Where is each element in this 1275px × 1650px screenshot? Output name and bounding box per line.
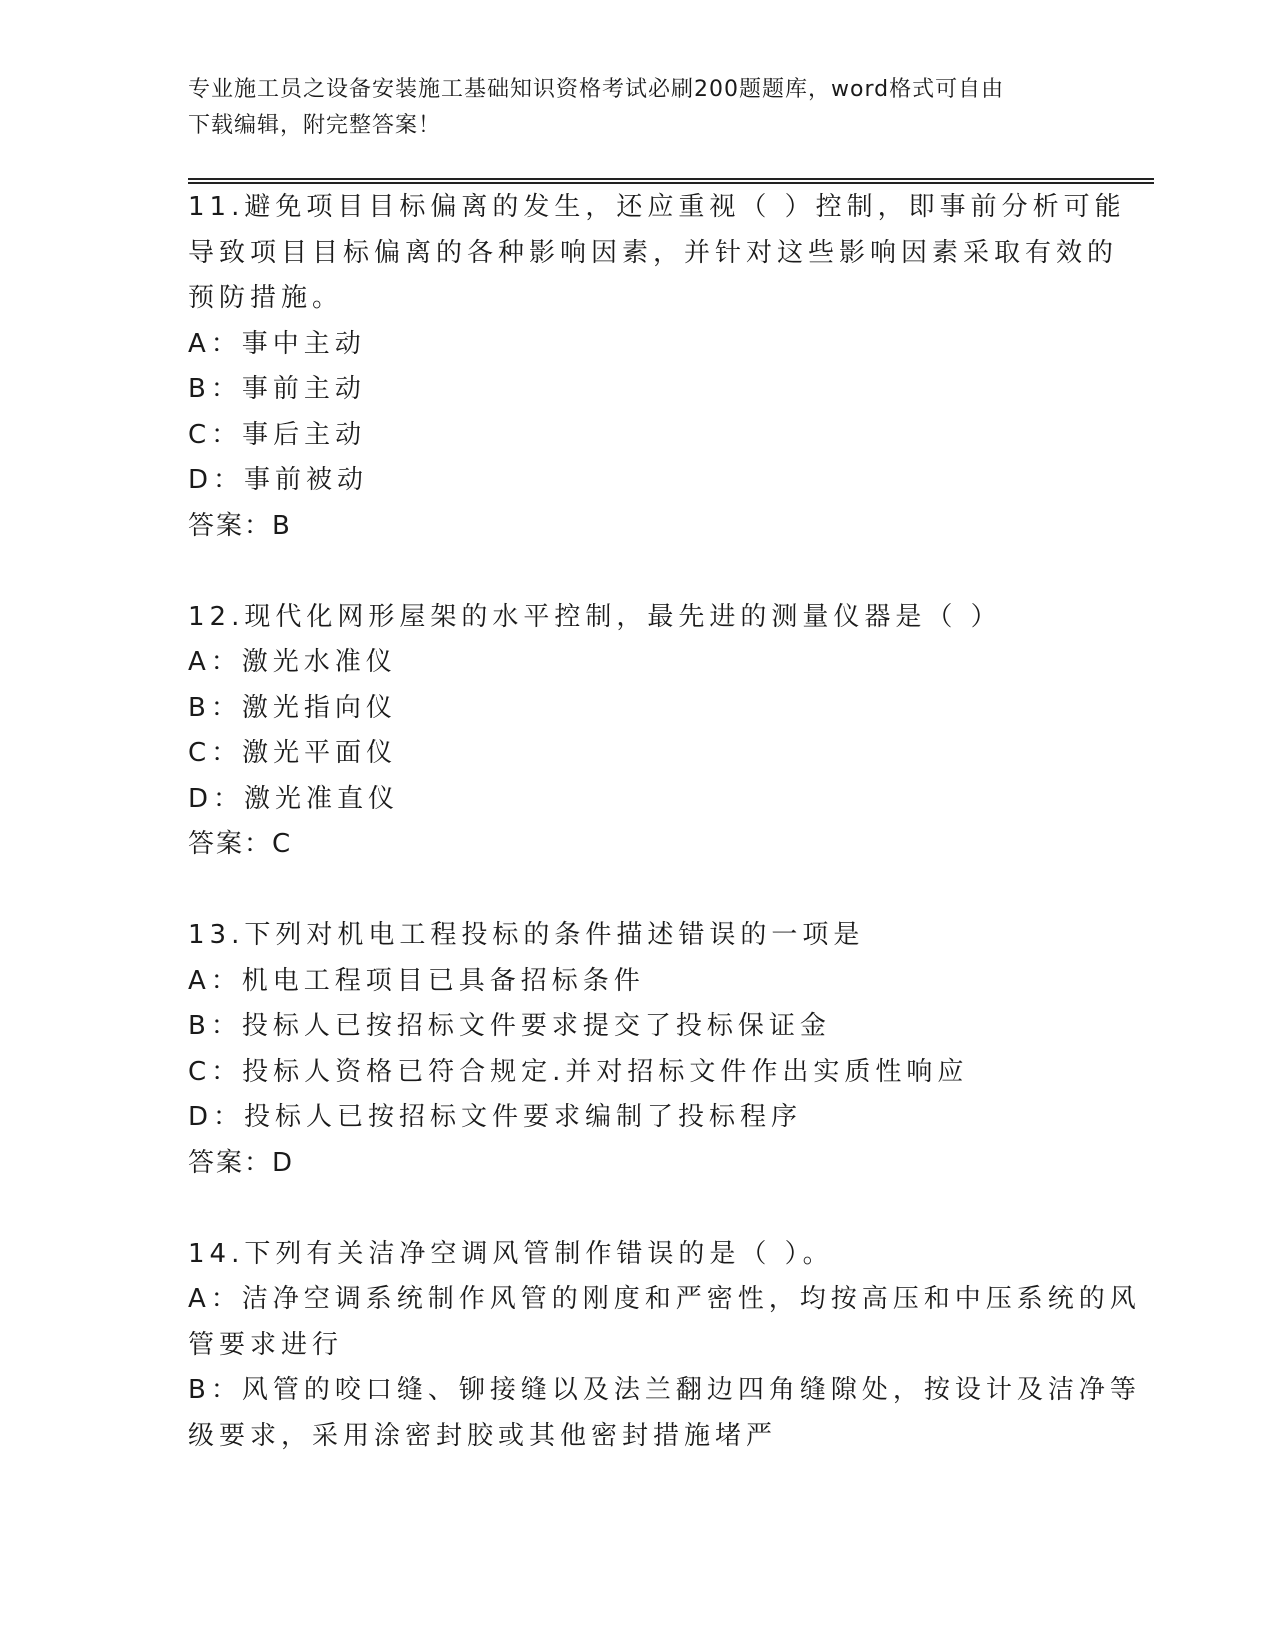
question-stem: 11.避免项目目标偏离的发生，还应重视（ ）控制，即事前分析可能	[188, 192, 1126, 222]
header-line: 专业施工员之设备安装施工基础知识资格考试必刷200题题库，word格式可自由	[188, 77, 1005, 102]
option-b-continued: 级要求，采用涂密封胶或其他密封措施堵严	[188, 1420, 778, 1451]
option-a: A：激光水准仪	[188, 647, 397, 677]
question-spacer	[188, 868, 1088, 914]
option-d: D：事前被动	[188, 465, 369, 495]
answer-line: 答案：B	[188, 510, 292, 541]
document-header	[188, 72, 1068, 144]
question-block	[188, 1232, 1141, 1460]
question-stem: 12.现代化网形屋架的水平控制，最先进的测量仪器是（ ）	[188, 601, 1002, 632]
option-b: B：投标人已按招标文件要求提交了投标保证金	[188, 1011, 831, 1041]
question-spacer	[188, 1186, 1088, 1232]
question-stem: 13.下列对机电工程投标的条件描述错误的一项是	[188, 920, 865, 950]
header-divider	[188, 178, 1154, 184]
question-spacer	[188, 549, 1088, 595]
option-a-continued: 管要求进行	[188, 1329, 344, 1360]
question-block	[188, 595, 1088, 868]
question-stem: 14.下列有关洁净空调风管制作错误的是（ ）。	[188, 1238, 834, 1269]
option-b: B：事前主动	[188, 374, 366, 404]
option-a: A：机电工程项目已具备招标条件	[188, 965, 645, 996]
question-stem: 导致项目目标偏离的各种影响因素，并针对这些影响因素采取有效的	[188, 237, 1119, 268]
option-c: C：事后主动	[188, 419, 367, 450]
option-b: B：风管的咬口缝、铆接缝以及法兰翻边四角缝隙处，按设计及洁净等	[188, 1375, 1141, 1405]
question-block	[188, 913, 1088, 1186]
option-b: B：激光指向仪	[188, 692, 397, 723]
option-d: D：投标人已按招标文件要求编制了投标程序	[188, 1102, 803, 1132]
option-c: C：激光平面仪	[188, 738, 398, 768]
option-a: A：洁净空调系统制作风管的刚度和严密性，均按高压和中压系统的风	[188, 1284, 1141, 1314]
answer-line: 答案：C	[188, 829, 293, 859]
option-c: C：投标人资格已符合规定.并对招标文件作出实质性响应	[188, 1056, 969, 1087]
question-block	[188, 185, 1126, 549]
option-a: A：事中主动	[188, 328, 366, 359]
header-line: 下载编辑，附完整答案！	[188, 113, 442, 138]
question-list	[188, 185, 1141, 1459]
question-stem: 预防措施。	[188, 283, 344, 313]
option-d: D：激光准直仪	[188, 783, 400, 814]
answer-line: 答案：D	[188, 1147, 295, 1178]
